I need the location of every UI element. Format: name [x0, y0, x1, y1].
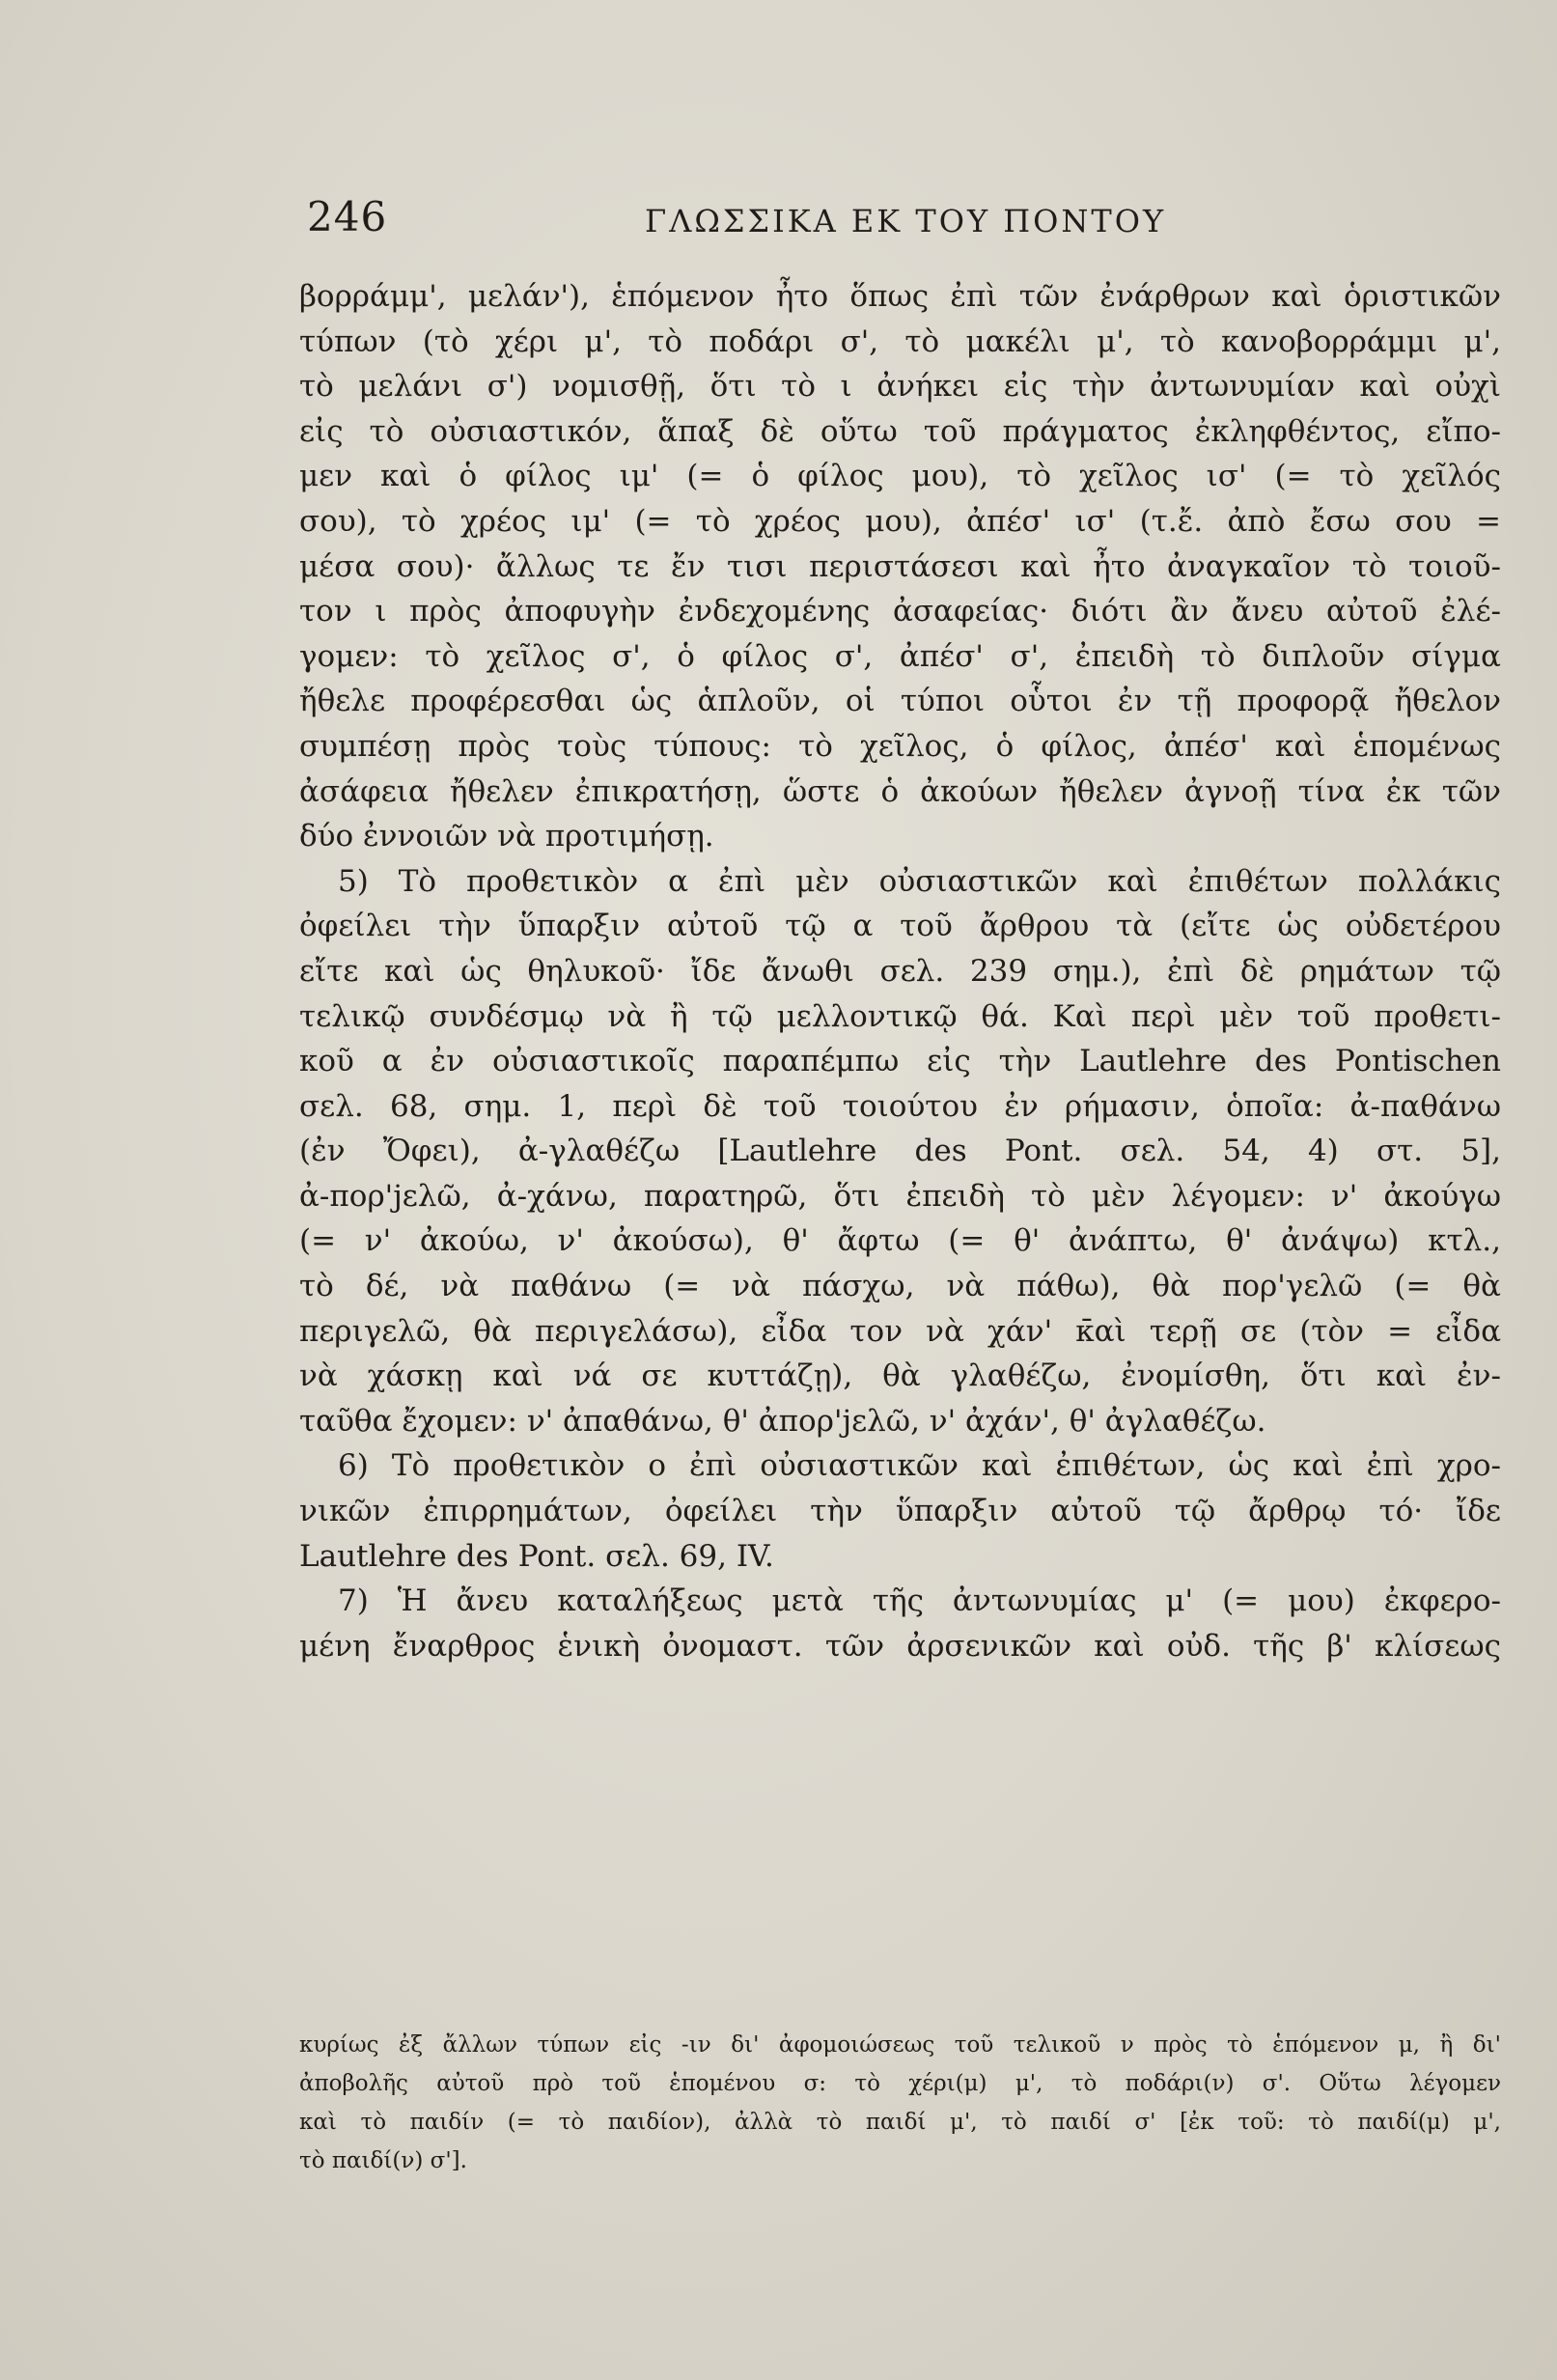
text-line: μεν καὶ ὁ φίλος ιμ' (= ὁ φίλος μου), τὸ χεῖλος ισ' (= τὸ χεῖλός: [299, 459, 1501, 494]
footnote-line: κυρίως ἐξ ἄλλων τύπων εἰς -ιν δι' ἀφομοιώσεως τοῦ τελικοῦ ν πρὸς τὸ ἑπόμενον μ, ἢ δι': [299, 2032, 1501, 2058]
text-line: τὸ μελάνι σ') νομισθῇ, ὅτι τὸ ι ἀνήκει εἰς τὴν ἀντωνυμίαν καὶ οὐχὶ: [299, 369, 1501, 405]
text-line: τελικῷ συνδέσμῳ νὰ ἢ τῷ μελλοντικῷ θά. Καὶ περὶ μὲν τοῦ προθετι-: [299, 998, 1501, 1034]
text-line: μέσα σου)· ἄλλως τε ἔν τισι περιστάσεσι καὶ ἦτο ἀναγκαῖον τὸ τοιοῦ-: [299, 548, 1501, 584]
text-line: κοῦ α ἐν οὐσιαστικοῖς παραπέμπω εἰς τὴν Lautlehre des Pontischen: [299, 1044, 1501, 1079]
text-line: δύο ἐννοιῶν νὰ προτιμήσῃ.: [299, 819, 714, 854]
text-line: ἤθελε προφέρεσθαι ὡς ἁπλοῦν, οἱ τύποι οὗτοι ἐν τῇ προφορᾷ ἤθελον: [299, 684, 1501, 719]
paragraph-start-line: 7) Ἡ ἄνευ καταλήξεως μετὰ τῆς ἀντωνυμίας μ' (= μου) ἐκφερο-: [338, 1583, 1501, 1619]
text-line: βορράμμ', μελάν'), ἑπόμενον ἦτο ὅπως ἐπὶ τῶν ἐνάρθρων καὶ ὁριστικῶν: [299, 279, 1501, 314]
page-number: 246: [307, 193, 388, 240]
footnote-line: ἀποβολῆς αὐτοῦ πρὸ τοῦ ἑπομένου σ: τὸ χέρι(μ) μ', τὸ ποδάρι(ν) σ'. Οὕτω λέγομεν: [299, 2071, 1501, 2096]
text-line: ταῦθα ἔχομεν: ν' ἀπαθάνω, θ' ἀπορ'jελῶ, ν' ἀχάν', θ' ἀγλαθέζω.: [299, 1403, 1266, 1439]
text-line: εἰς τὸ οὐσιαστικόν, ἅπαξ δὲ οὕτω τοῦ πράγματος ἐκληφθέντος, εἴπο-: [299, 413, 1501, 449]
text-line: τον ι πρὸς ἀποφυγὴν ἐνδεχομένης ἀσαφείας· διότι ἂν ἄνευ αὐτοῦ ἐλέ-: [299, 594, 1501, 630]
text-line: εἴτε καὶ ὡς θηλυκοῦ· ἴδε ἄνωθι σελ. 239 σημ.), ἐπὶ δὲ ρημάτων τῷ: [299, 953, 1501, 989]
footnote: [299, 2026, 1501, 2180]
text-line: μένη ἔναρθρος ἑνικὴ ὀνομαστ. τῶν ἀρσενικῶν καὶ οὐδ. τῆς β' κλίσεως: [299, 1628, 1501, 1664]
paragraph-start-line: 6) Τὸ προθετικὸν ο ἐπὶ οὐσιαστικῶν καὶ ἐπιθέτων, ὡς καὶ ἐπὶ χρο-: [338, 1448, 1501, 1484]
text-line: (= ν' ἀκούω, ν' ἀκούσω), θ' ἄφτω (= θ' ἀνάπτω, θ' ἀνάψω) κτλ.,: [299, 1223, 1501, 1259]
text-line: (ἐν Ὄφει), ἀ-γλαθέζω [Lautlehre des Pont. σελ. 54, 4) στ. 5],: [299, 1134, 1501, 1169]
text-line: ἀ-πορ'jελῶ, ἀ-χάνω, παρατηρῶ, ὅτι ἐπειδὴ τὸ μὲν λέγομεν: ν' ἀκούγω: [299, 1178, 1501, 1214]
paragraph-start-line: 5) Τὸ προθετικὸν α ἐπὶ μὲν οὐσιαστικῶν καὶ ἐπιθέτων πολλάκις: [338, 863, 1501, 899]
footnote-line: τὸ παιδί(ν) σ'].: [299, 2148, 467, 2173]
text-line: τύπων (τὸ χέρι μ', τὸ ποδάρι σ', τὸ μακέλι μ', τὸ κανοβορράμμι μ',: [299, 323, 1501, 359]
footnote-line: καὶ τὸ παιδίν (= τὸ παιδίον), ἀλλὰ τὸ παιδί μ', τὸ παιδί σ' [ἐκ τοῦ: τὸ παιδί(μ) μ',: [299, 2110, 1501, 2135]
text-line: ἀσάφεια ἤθελεν ἐπικρατήσῃ, ὥστε ὁ ἀκούων ἤθελεν ἀγνοῇ τίνα ἐκ τῶν: [299, 773, 1501, 809]
text-line: Lautlehre des Pont. σελ. 69, IV.: [299, 1538, 774, 1574]
text-line: γομεν: τὸ χεῖλος σ', ὁ φίλος σ', ἀπέσ' σ', ἐπειδὴ τὸ διπλοῦν σίγμα: [299, 638, 1501, 674]
body-text: [299, 274, 1501, 1668]
page-header: [307, 193, 1494, 251]
text-line: περιγελῶ, θὰ περιγελάσω), εἶδα τον νὰ χάν' κ̄αὶ τερῇ σε (τὸν = εἶδα: [299, 1313, 1501, 1349]
text-line: σου), τὸ χρέος ιμ' (= τὸ χρέος μου), ἀπέσ' ισ' (τ.ἔ. ἀπὸ ἔσω σου =: [299, 503, 1501, 539]
text-line: νικῶν ἐπιρρημάτων, ὀφείλει τὴν ὕπαρξιν αὐτοῦ τῷ ἄρθρῳ τό· ἴδε: [299, 1494, 1501, 1529]
text-line: νὰ χάσκῃ καὶ νά σε κυττάζῃ), θὰ γλαθέζω, ἐνομίσθη, ὅτι καὶ ἐν-: [299, 1358, 1501, 1394]
text-line: ὀφείλει τὴν ὕπαρξιν αὐτοῦ τῷ α τοῦ ἄρθρου τὰ (εἴτε ὡς οὐδετέρου: [299, 909, 1501, 944]
text-line: τὸ δέ, νὰ παθάνω (= νὰ πάσχω, νὰ πάθω), θὰ πορ'γελῶ (= θὰ: [299, 1269, 1501, 1304]
text-line: συμπέσῃ πρὸς τοὺς τύπους: τὸ χεῖλος, ὁ φίλος, ἀπέσ' καὶ ἑπομένως: [299, 728, 1501, 764]
text-line: σελ. 68, σημ. 1, περὶ δὲ τοῦ τοιούτου ἐν ρήμασιν, ὁποῖα: ἀ-παθάνω: [299, 1088, 1501, 1124]
running-title: ΓΛΩΣΣΙΚΑ ΕΚ ΤΟΥ ΠΟΝΤΟΥ: [645, 203, 1167, 239]
